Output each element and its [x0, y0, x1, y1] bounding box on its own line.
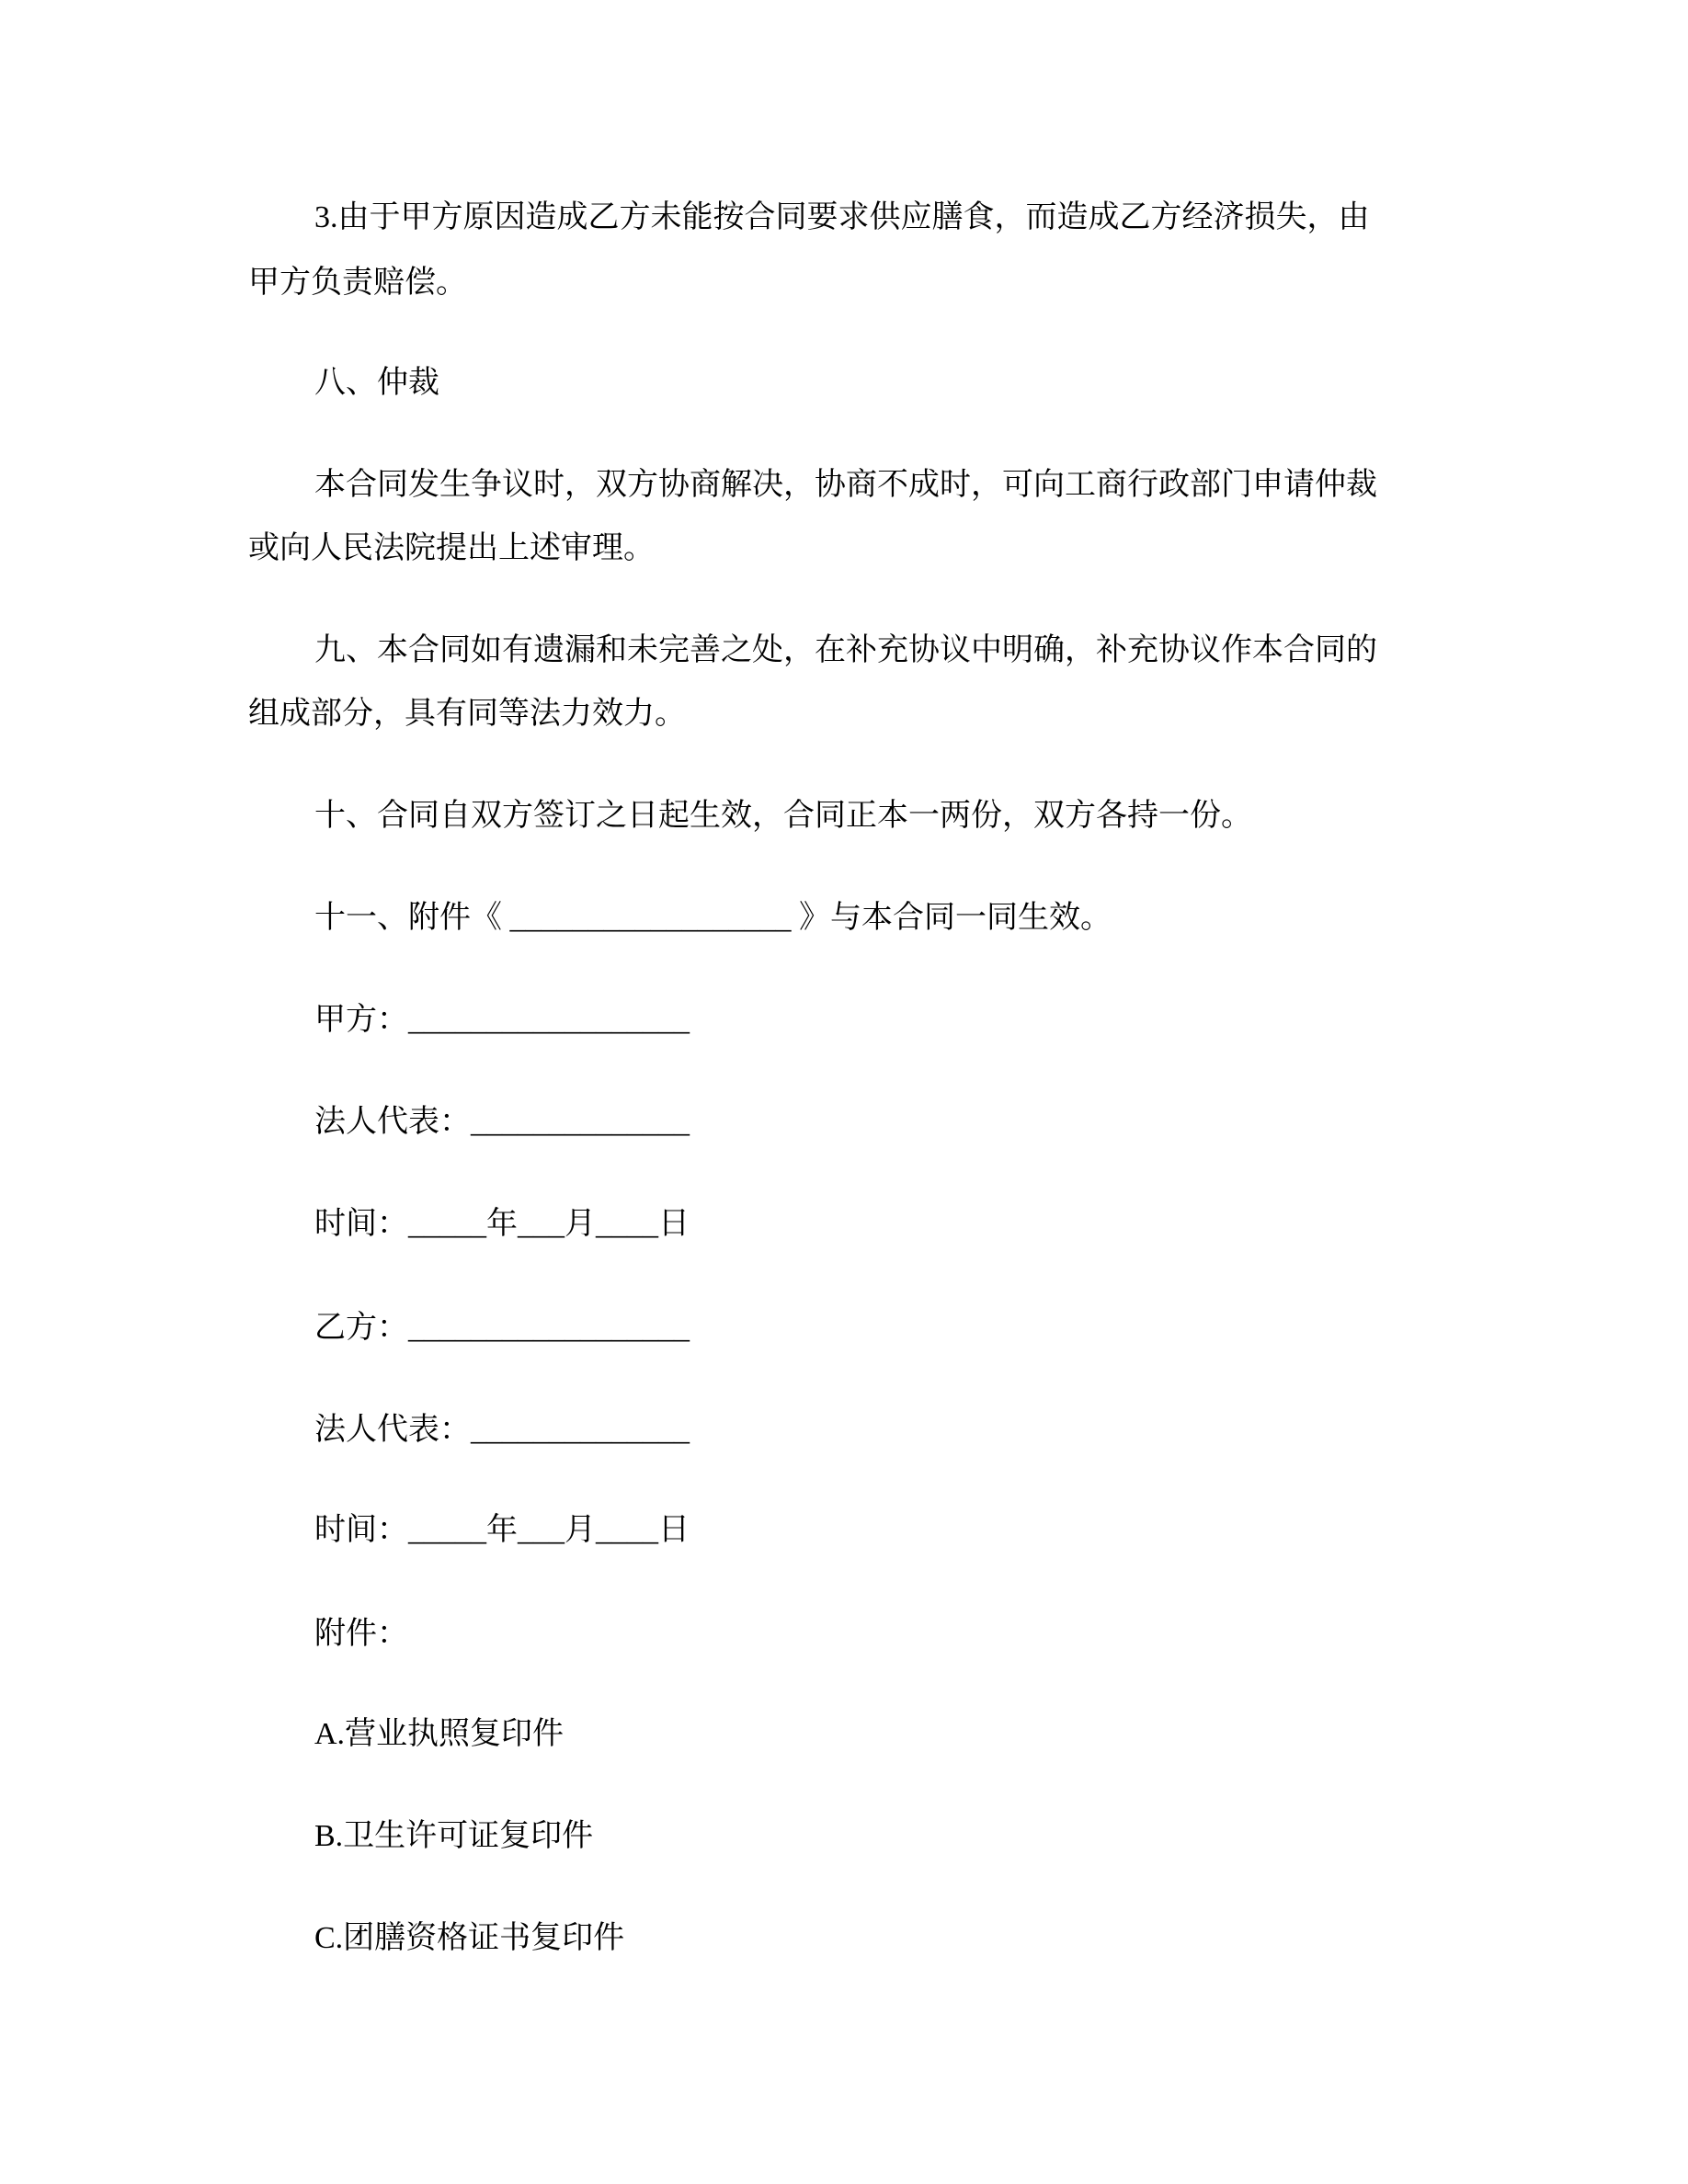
attachment-item: C.团膳资格证书复印件 — [314, 1921, 625, 1955]
section-8-line-2: 或向人民法院提出上述审理。 — [248, 531, 655, 565]
section-9-line-2: 组成部分，具有同等法力效力。 — [248, 697, 686, 731]
section-8-heading: 八、仲裁 — [314, 366, 439, 400]
section-8-line-1: 本合同发生争议时，双方协商解决，协商不成时，可向工商行政部门申请仲裁 — [314, 468, 1377, 502]
attachment-item: A.营业执照复印件 — [314, 1717, 565, 1751]
attachments-heading: 附件： — [314, 1617, 408, 1651]
section-11: 十一、附件《 __________________ 》与本合同一同生效。 — [314, 901, 1112, 935]
party-a-name: 甲方：__________________ — [314, 1003, 690, 1037]
party-a-date: 时间：_____年___月____日 — [314, 1207, 690, 1241]
attachment-item: B.卫生许可证复印件 — [314, 1819, 594, 1853]
party-a-representative: 法人代表：______________ — [314, 1105, 690, 1139]
party-b-date: 时间：_____年___月____日 — [314, 1513, 690, 1547]
clause-7-item-3-line-1: 3.由于甲方原因造成乙方未能按合同要求供应膳食，而造成乙方经济损失，由 — [314, 200, 1370, 234]
party-b-representative: 法人代表：______________ — [314, 1413, 690, 1447]
section-9-line-1: 九、本合同如有遗漏和未完善之处，在补充协议中明确，补充协议作本合同的 — [314, 633, 1377, 667]
clause-7-item-3-line-2: 甲方负责赔偿。 — [248, 266, 467, 300]
section-10: 十、合同自双方签订之日起生效，合同正本一两份，双方各持一份。 — [314, 799, 1252, 833]
party-b-name: 乙方：__________________ — [314, 1311, 690, 1345]
